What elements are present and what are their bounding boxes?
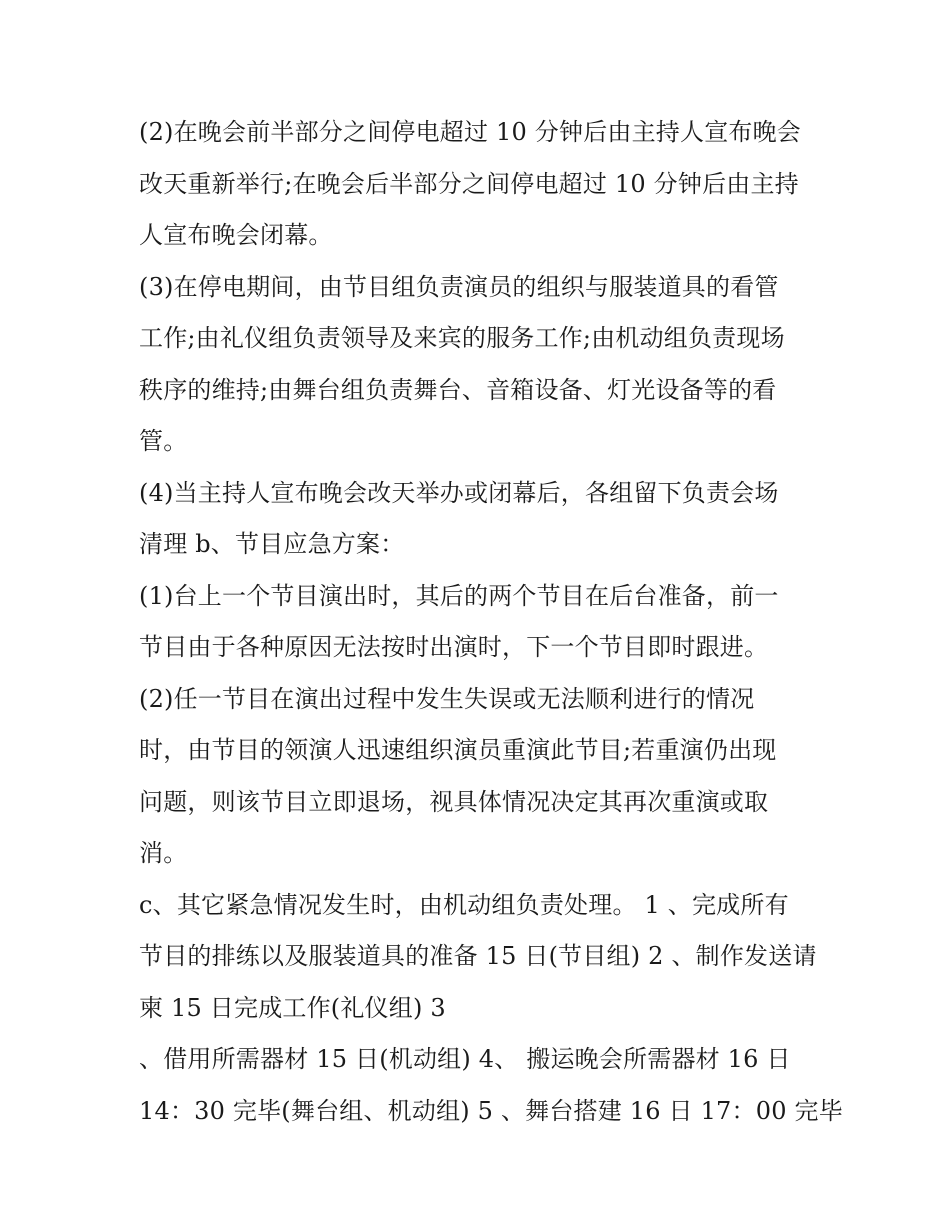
text-line: 管。 [139,427,188,455]
text-line: (2)在晚会前半部分之间停电超过 10 分钟后由主持人宣布晚会 [139,118,801,146]
text-line: 柬 15 日完成工作(礼仪组) 3 [139,993,446,1022]
text-line: (1)台上一个节目演出时，其后的两个节目在后台准备，前一 [139,581,779,610]
text-line: c、其它紧急情况发生时，由机动组负责处理。 1 、完成所有 [139,890,789,919]
text-line: (4)当主持人宣布晚会改天举办或闭幕后，各组留下负责会场 [139,478,779,507]
text-line: 14：30 完毕(舞台组、机动组) 5 、舞台搭建 16 日 17：00 完毕 [139,1096,843,1125]
text-line: 、借用所需器材 15 日(机动组) 4、 搬运晚会所需器材 16 日 [139,1045,791,1073]
text-line: 人宣布晚会闭幕。 [139,221,333,249]
text-line: 清理 b、节目应急方案： [139,530,405,558]
text-line: 消。 [139,839,188,867]
text-line: 时，由节目的领演人迅速组织演员重演此节目;若重演仍出现 [139,736,777,764]
text-line: (2)任一节目在演出过程中发生失误或无法顺利进行的情况 [139,684,755,713]
text-line: 工作;由礼仪组负责领导及来宾的服务工作;由机动组负责现场 [139,324,785,352]
text-line: 节目的排练以及服装道具的准备 15 日(节目组) 2 、制作发送请 [139,942,817,970]
text-line: (3)在停电期间，由节目组负责演员的组织与服装道具的看管 [139,272,779,301]
text-line: 改天重新举行;在晚会后半部分之间停电超过 10 分钟后由主持 [139,169,799,198]
text-line: 秩序的维持;由舞台组负责舞台、音箱设备、灯光设备等的看 [139,375,777,404]
text-line: 问题，则该节目立即退场，视具体情况决定其再次重演或取 [139,787,769,816]
text-line: 节目由于各种原因无法按时出演时，下一个节目即时跟进。 [139,633,769,661]
document-body [139,107,843,1137]
